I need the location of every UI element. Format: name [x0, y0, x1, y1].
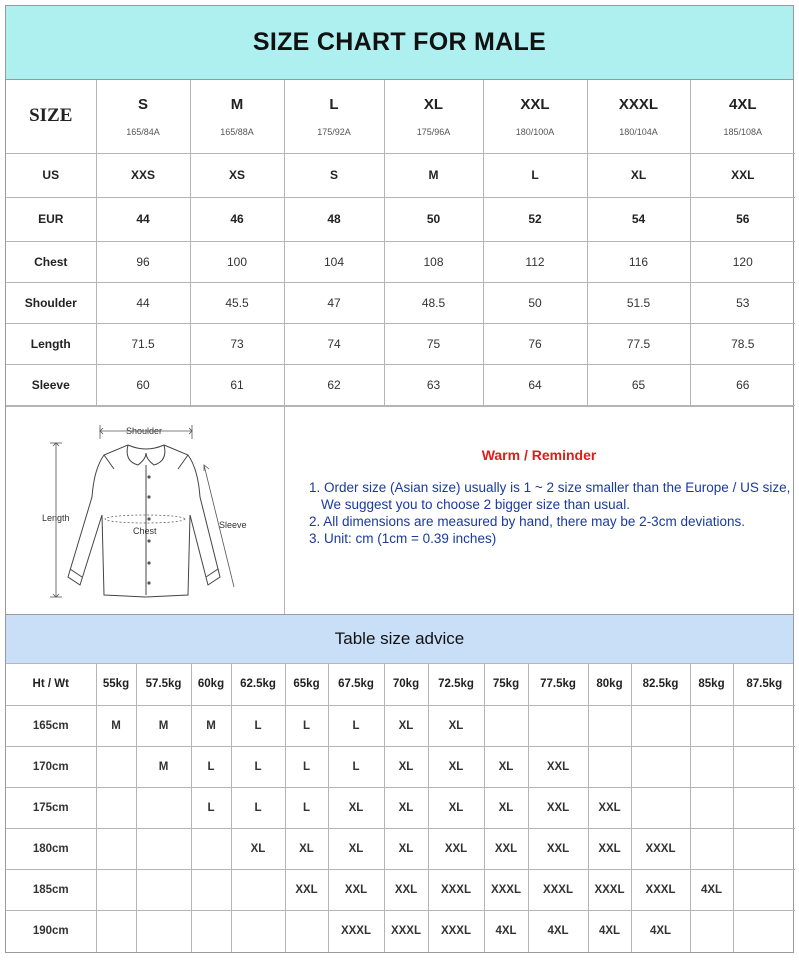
advice-cell: XXXL	[631, 829, 690, 870]
size-name: M	[230, 95, 244, 113]
advice-cell: L	[231, 706, 285, 747]
height-label: 190cm	[6, 911, 96, 952]
size-row	[6, 197, 795, 241]
advice-cell	[631, 706, 690, 747]
advice-cell: XXXL	[384, 911, 428, 952]
reminder-item: 1. Order size (Asian size) usually is 1 ~ 2 size smaller than the Europe / US size, We suggest you to choose 2 bigger size than usual.	[309, 479, 791, 512]
advice-cell: XXL	[328, 870, 384, 911]
weight-header: 72.5kg	[428, 664, 484, 706]
size-row	[6, 282, 795, 323]
size-header-cell	[96, 80, 190, 153]
size-header-cell	[384, 80, 483, 153]
info-row	[6, 406, 793, 615]
advice-row	[6, 706, 795, 747]
advice-row	[6, 870, 795, 911]
advice-header-row	[6, 664, 795, 706]
size-cell: 50	[384, 197, 483, 241]
size-cell: 104	[284, 241, 384, 282]
size-cell: 65	[587, 364, 690, 405]
advice-cell: XXL	[528, 788, 588, 829]
size-cell: 50	[483, 282, 587, 323]
size-code: 175/92A	[317, 126, 351, 137]
weight-header: 67.5kg	[328, 664, 384, 706]
advice-corner-label: Ht / Wt	[6, 664, 96, 706]
advice-cell: XXL	[384, 870, 428, 911]
advice-cell: XXXL	[631, 870, 690, 911]
weight-header: 62.5kg	[231, 664, 285, 706]
advice-cell	[690, 911, 733, 952]
advice-cell: XXL	[484, 829, 528, 870]
size-cell: 48	[284, 197, 384, 241]
size-code: 175/96A	[416, 126, 451, 137]
size-cell: L	[483, 153, 587, 197]
weight-header: 80kg	[588, 664, 631, 706]
advice-cell: XL	[384, 706, 428, 747]
size-cell: 63	[384, 364, 483, 405]
height-label: 185cm	[6, 870, 96, 911]
advice-cell: XXL	[588, 829, 631, 870]
size-cell: 108	[384, 241, 483, 282]
size-cell: 76	[483, 323, 587, 364]
advice-cell: XL	[231, 829, 285, 870]
weight-header: 75kg	[484, 664, 528, 706]
advice-cell	[733, 706, 795, 747]
size-cell: M	[384, 153, 483, 197]
advice-body	[6, 664, 795, 952]
advice-cell	[733, 747, 795, 788]
size-cell: S	[284, 153, 384, 197]
advice-cell	[528, 706, 588, 747]
advice-bar	[6, 615, 793, 664]
advice-cell	[96, 747, 136, 788]
advice-cell	[96, 829, 136, 870]
advice-cell: XXXL	[328, 911, 384, 952]
advice-cell: L	[285, 706, 328, 747]
advice-row	[6, 829, 795, 870]
size-row	[6, 241, 795, 282]
size-corner-label: SIZE	[6, 80, 96, 153]
advice-cell: 4XL	[588, 911, 631, 952]
size-code: 185/108A	[723, 126, 763, 137]
size-name: XXXL	[618, 95, 659, 113]
advice-cell	[690, 747, 733, 788]
advice-row	[6, 747, 795, 788]
advice-cell: XL	[428, 747, 484, 788]
weight-header: 77.5kg	[528, 664, 588, 706]
shirt-outline-icon	[6, 407, 285, 616]
advice-cell: XL	[484, 788, 528, 829]
advice-cell: XXXL	[484, 870, 528, 911]
size-cell: XXL	[690, 153, 795, 197]
advice-cell	[191, 870, 231, 911]
size-chart-frame	[5, 5, 794, 953]
size-cell: 61	[190, 364, 284, 405]
weight-header: 87.5kg	[733, 664, 795, 706]
advice-cell	[690, 706, 733, 747]
advice-cell: XXL	[428, 829, 484, 870]
advice-cell	[631, 747, 690, 788]
size-row-label: Sleeve	[6, 364, 96, 405]
weight-header: 60kg	[191, 664, 231, 706]
advice-cell	[733, 829, 795, 870]
size-cell: 78.5	[690, 323, 795, 364]
advice-cell	[231, 911, 285, 952]
advice-cell: XL	[384, 829, 428, 870]
shoulder-label: Shoulder	[126, 425, 163, 436]
size-row	[6, 153, 795, 197]
size-cell: XS	[190, 153, 284, 197]
advice-cell	[285, 911, 328, 952]
advice-cell: L	[231, 747, 285, 788]
advice-cell: XXXL	[528, 870, 588, 911]
advice-cell	[690, 829, 733, 870]
advice-cell: L	[191, 747, 231, 788]
size-cell: 120	[690, 241, 795, 282]
advice-cell: M	[136, 747, 191, 788]
weight-header: 85kg	[690, 664, 733, 706]
reminder-panel	[285, 407, 793, 614]
size-row-label: Length	[6, 323, 96, 364]
advice-title: Table size advice	[334, 628, 465, 648]
size-cell: 52	[483, 197, 587, 241]
size-name: XXL	[520, 95, 550, 113]
reminder-list	[309, 479, 793, 547]
size-cell: 66	[690, 364, 795, 405]
height-label: 170cm	[6, 747, 96, 788]
advice-cell	[690, 788, 733, 829]
advice-cell: XXXL	[588, 870, 631, 911]
advice-cell	[588, 747, 631, 788]
size-row-label: EUR	[6, 197, 96, 241]
advice-cell: XXXL	[428, 911, 484, 952]
size-row	[6, 364, 795, 405]
size-cell: 96	[96, 241, 190, 282]
advice-cell	[588, 706, 631, 747]
size-cell: 51.5	[587, 282, 690, 323]
reminder-item: 3. Unit: cm (1cm = 0.39 inches)	[309, 530, 497, 546]
advice-cell	[136, 911, 191, 952]
size-rows	[6, 153, 795, 405]
size-cell: 44	[96, 197, 190, 241]
advice-cell: M	[191, 706, 231, 747]
size-row-label: Chest	[6, 241, 96, 282]
advice-cell	[733, 911, 795, 952]
size-cell: 48.5	[384, 282, 483, 323]
sleeve-label: Sleeve	[219, 519, 247, 530]
advice-cell: XL	[384, 788, 428, 829]
advice-cell: 4XL	[631, 911, 690, 952]
size-cell: 47	[284, 282, 384, 323]
size-cell: 54	[587, 197, 690, 241]
weight-header: 82.5kg	[631, 664, 690, 706]
size-cell: 74	[284, 323, 384, 364]
advice-cell: XL	[428, 706, 484, 747]
advice-cell: L	[285, 788, 328, 829]
size-name: XL	[423, 95, 444, 113]
advice-row	[6, 911, 795, 952]
size-cell: 64	[483, 364, 587, 405]
title-bar	[6, 6, 793, 80]
advice-cell	[733, 788, 795, 829]
advice-cell: 4XL	[528, 911, 588, 952]
advice-cell	[136, 870, 191, 911]
advice-cell: M	[136, 706, 191, 747]
advice-cell: L	[328, 747, 384, 788]
page-title: SIZE CHART FOR MALE	[252, 28, 547, 56]
size-header-cell	[190, 80, 284, 153]
size-cell: 100	[190, 241, 284, 282]
advice-cell: XL	[384, 747, 428, 788]
size-cell: 112	[483, 241, 587, 282]
size-code: 165/88A	[220, 126, 254, 137]
advice-cell	[484, 706, 528, 747]
size-row-label: US	[6, 153, 96, 197]
size-name: S	[137, 95, 148, 113]
weight-header: 55kg	[96, 664, 136, 706]
advice-cell	[733, 870, 795, 911]
size-name: L	[329, 95, 339, 113]
height-label: 165cm	[6, 706, 96, 747]
shirt-diagram	[6, 407, 285, 614]
advice-cell	[631, 788, 690, 829]
size-cell: 46	[190, 197, 284, 241]
advice-cell: XL	[328, 829, 384, 870]
advice-cell: L	[328, 706, 384, 747]
advice-cell: XL	[428, 788, 484, 829]
height-label: 175cm	[6, 788, 96, 829]
advice-cell: XXXL	[428, 870, 484, 911]
advice-cell	[136, 829, 191, 870]
size-cell: 73	[190, 323, 284, 364]
size-header-row	[6, 80, 795, 153]
advice-cell: XL	[285, 829, 328, 870]
length-label: Length	[42, 512, 70, 523]
size-header-cell	[284, 80, 384, 153]
advice-table	[6, 664, 795, 952]
size-cell: 56	[690, 197, 795, 241]
advice-cell	[96, 870, 136, 911]
advice-cell	[136, 788, 191, 829]
advice-cell: L	[285, 747, 328, 788]
advice-cell: XXL	[528, 829, 588, 870]
advice-cell: XXL	[285, 870, 328, 911]
advice-cell	[231, 870, 285, 911]
size-cell: 45.5	[190, 282, 284, 323]
size-header-cell	[690, 80, 795, 153]
advice-cell: XL	[328, 788, 384, 829]
weight-header: 57.5kg	[136, 664, 191, 706]
size-name: 4XL	[728, 95, 757, 113]
size-code: 165/84A	[126, 126, 160, 137]
advice-cell	[191, 829, 231, 870]
advice-cell	[96, 911, 136, 952]
advice-cell: 4XL	[690, 870, 733, 911]
advice-cell: L	[231, 788, 285, 829]
size-header-cell	[587, 80, 690, 153]
size-cell: 44	[96, 282, 190, 323]
size-cell: 116	[587, 241, 690, 282]
advice-cell: M	[96, 706, 136, 747]
height-label: 180cm	[6, 829, 96, 870]
size-cell: 75	[384, 323, 483, 364]
size-table	[6, 80, 795, 406]
advice-cell	[96, 788, 136, 829]
size-cell: XL	[587, 153, 690, 197]
size-cell: 53	[690, 282, 795, 323]
size-header-cell	[483, 80, 587, 153]
size-row-label: Shoulder	[6, 282, 96, 323]
advice-row	[6, 788, 795, 829]
size-cell: 71.5	[96, 323, 190, 364]
chest-label: Chest	[133, 525, 157, 536]
size-cell: XXS	[96, 153, 190, 197]
weight-header: 65kg	[285, 664, 328, 706]
size-cell: 60	[96, 364, 190, 405]
advice-cell: L	[191, 788, 231, 829]
advice-cell: XL	[484, 747, 528, 788]
size-code: 180/100A	[515, 126, 555, 137]
advice-cell	[191, 911, 231, 952]
reminder-item: 2. All dimensions are measured by hand, there may be 2-3cm deviations.	[309, 513, 745, 529]
advice-cell: XXL	[588, 788, 631, 829]
reminder-title: Warm / Reminder	[481, 446, 597, 463]
advice-cell: XXL	[528, 747, 588, 788]
advice-cell: 4XL	[484, 911, 528, 952]
size-row	[6, 323, 795, 364]
size-cell: 77.5	[587, 323, 690, 364]
weight-header: 70kg	[384, 664, 428, 706]
size-code: 180/104A	[619, 126, 658, 137]
size-cell: 62	[284, 364, 384, 405]
